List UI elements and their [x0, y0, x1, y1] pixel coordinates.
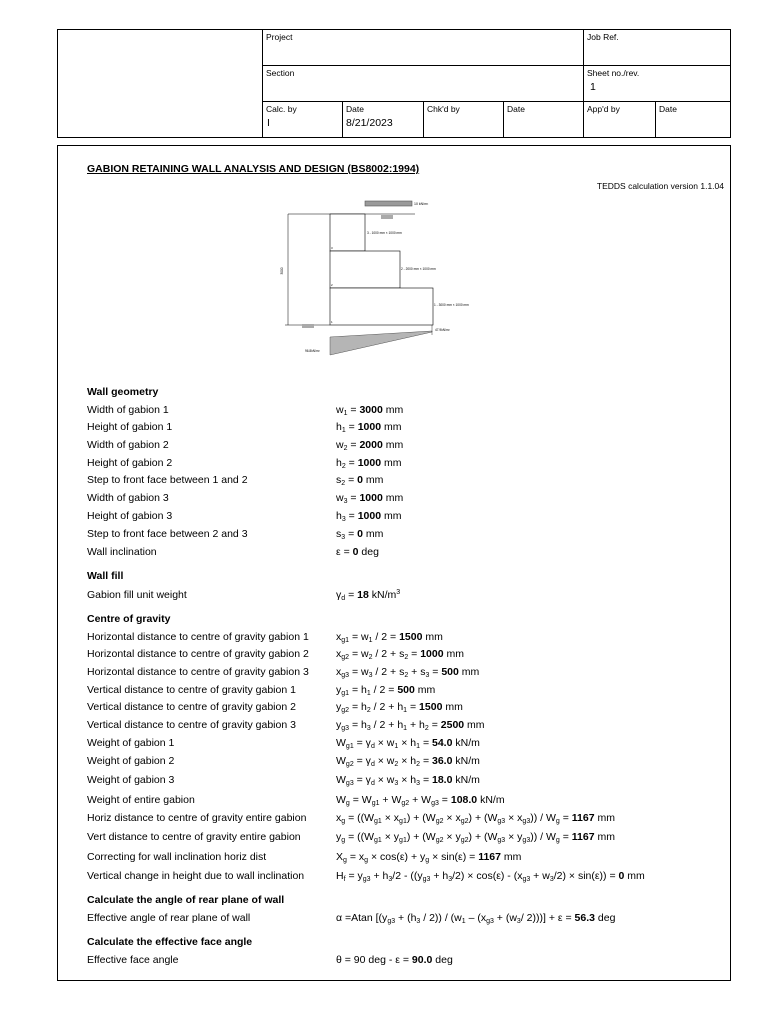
- value-h2: $h_2 = 1000$ mm: [336, 457, 402, 470]
- label-wg3: Weight of gabion 3: [87, 774, 175, 786]
- label-wg: Weight of entire gabion: [87, 794, 195, 806]
- pressure-left-label: 96.8kN/m²: [305, 349, 320, 353]
- gabion-1-dim: 1 - 3000 mm × 1000 mm: [434, 303, 469, 307]
- label-inclination: Wall inclination: [87, 546, 157, 558]
- surcharge-load-icon: [365, 201, 412, 206]
- value-yg3: $y_{g3} = h_3 / 2 + h_1 + h_2 = 2500$ mm: [336, 719, 485, 732]
- section-rear-plane: Calculate the angle of rear plane of wall: [87, 894, 285, 906]
- document-title: GABION RETAINING WALL ANALYSIS AND DESIGN (BS8002:1994): [87, 163, 420, 175]
- checked-by-label: Chk'd by: [427, 104, 460, 114]
- label-s3: Step to front face between 2 and 3: [87, 528, 248, 540]
- label-h2: Height of gabion 2: [87, 457, 173, 469]
- value-xg1: $x_{g1} = w_1 / 2 = 1500$ mm: [336, 631, 443, 644]
- section-wall-geometry: Wall geometry: [87, 386, 159, 398]
- label-w2: Width of gabion 2: [87, 439, 169, 451]
- section-wall-fill: Wall fill: [87, 570, 124, 582]
- surcharge-label: 10 kN/m²: [414, 202, 429, 206]
- value-s3: $s_3 = 0$ mm: [336, 528, 384, 541]
- gabion-wall-diagram: [280, 195, 500, 370]
- label-yg1: Vertical distance to centre of gravity gabion 1: [87, 684, 296, 696]
- value-yg: $y_g = ((W_{g1} \times y_{g1}) + (W_{g2} \times y_{g2}) + (W_{g3} \times y_{g3})) / W_g = 1167$ mm: [336, 831, 615, 844]
- label-wg2: Weight of gabion 2: [87, 755, 175, 767]
- value-wg1: $W_{g1} = \gamma_d \times w_1 \times h_1 = 54.0$ kN/m: [336, 737, 480, 750]
- label-h3: Height of gabion 3: [87, 510, 173, 522]
- value-h3: $h_3 = 1000$ mm: [336, 510, 402, 523]
- step-label-1: 1: [331, 320, 333, 324]
- value-Xg: $X_g = x_g \times \cos(\varepsilon) + y_g \times \sin(\varepsilon) = 1167$ mm: [336, 851, 522, 864]
- label-xg2: Horizontal distance to centre of gravity gabion 2: [87, 648, 309, 660]
- value-alpha: α =Atan [$(y_{g3} + (h_3 / 2)) / (w_1 - (x_{g3} + (w_3/$ 2)))] + ε = 56.3 deg: [336, 912, 616, 925]
- value-inclination: ε = 0 deg: [336, 546, 379, 558]
- label-hf: Vertical change in height due to wall inclination: [87, 870, 305, 882]
- label-yg3: Vertical distance to centre of gravity gabion 3: [87, 719, 296, 731]
- approved-by-label: App'd by: [587, 104, 620, 114]
- label-Xg: Correcting for wall inclination horiz dist: [87, 851, 267, 863]
- label-yg: Vert distance to centre of gravity entire gabion: [87, 831, 301, 843]
- retained-soil-hatch: [381, 215, 393, 219]
- value-xg2: $x_{g2} = w_2 / 2 + s_2 = 1000$ mm: [336, 648, 464, 661]
- height-dimension-label: 3000: [280, 267, 284, 275]
- pressure-right-label: 47.9kN/m²: [435, 328, 450, 332]
- value-yg1: $y_{g1} = h_1 / 2 = 500$ mm: [336, 684, 436, 697]
- section-label: Section: [266, 68, 295, 78]
- label-fill-unit-weight: Gabion fill unit weight: [87, 589, 187, 601]
- value-w1: $w_1 = 3000$ mm: [336, 404, 404, 417]
- step-label-2: 2: [331, 283, 333, 287]
- date3-label: Date: [659, 104, 677, 114]
- sheet-value: 1: [590, 81, 596, 93]
- label-s2: Step to front face between 1 and 2: [87, 474, 248, 486]
- label-yg2: Vertical distance to centre of gravity gabion 2: [87, 701, 296, 713]
- label-xg3: Horizontal distance to centre of gravity gabion 3: [87, 666, 309, 678]
- gabion-3-dim: 3 - 1000 mm × 1000 mm: [367, 231, 402, 235]
- label-theta: Effective face angle: [87, 954, 179, 966]
- project-label: Project: [266, 32, 293, 42]
- value-s2: $s_2 = 0$ mm: [336, 474, 384, 487]
- calcby-label: Calc. by: [266, 104, 297, 114]
- value-wg3: $W_{g3} = \gamma_d \times w_3 \times h_3 = 18.0$ kN/m: [336, 774, 480, 787]
- label-wg1: Weight of gabion 1: [87, 737, 175, 749]
- label-xg: Horiz distance to centre of gravity entire gabion: [87, 812, 307, 824]
- value-wg2: $W_{g2} = \gamma_d \times w_2 \times h_2 = 36.0$ kN/m: [336, 755, 480, 768]
- front-soil-hatch: [302, 324, 314, 328]
- label-xg1: Horizontal distance to centre of gravity gabion 1: [87, 631, 309, 643]
- gabion-3: [330, 214, 365, 251]
- section-face-angle: Calculate the effective face angle: [87, 936, 253, 948]
- value-xg: $x_g = ((W_{g1} \times x_{g1}) + (W_{g2} \times x_{g2}) + (W_{g3} \times x_{g3})) / W_g = 1167$ mm: [336, 812, 615, 825]
- sheet-label: Sheet no./rev.: [587, 68, 640, 78]
- value-wg: $W_g = W_{g1} + W_{g2} + W_{g3} = 108.0$ kN/m: [336, 794, 505, 807]
- step-label-3: 3: [331, 246, 333, 250]
- value-xg3: $x_{g3} = w_3 / 2 + s_2 + s_3 = 500$ mm: [336, 666, 480, 679]
- label-h1: Height of gabion 1: [87, 421, 173, 433]
- jobref-label: Job Ref.: [587, 32, 619, 42]
- label-w3: Width of gabion 3: [87, 492, 169, 504]
- tedds-version: TEDDS calculation version 1.1.04: [596, 181, 724, 191]
- date-value: 8/21/2023: [346, 117, 393, 129]
- value-w3: $w_3 = 1000$ mm: [336, 492, 404, 505]
- gabion-1: [330, 288, 433, 325]
- date2-label: Date: [507, 104, 525, 114]
- date-label: Date: [346, 104, 364, 114]
- value-h1: $h_1 = 1000$ mm: [336, 421, 402, 434]
- value-yg2: $y_{g2} = h_2 / 2 + h_1 = 1500$ mm: [336, 701, 463, 714]
- gabion-2: [330, 251, 400, 288]
- value-fill-unit-weight: $\gamma_d = 18$ $kN/m^3$: [336, 589, 401, 602]
- value-hf: $H_f = y_{g3} + h_3/2 - ((y_{g3} + h_3/2) \times \cos(\varepsilon) - (x_{g3} + w_3/2) \times \sin(\varepsilon)) = 0$ mm: [336, 870, 645, 883]
- section-centre-of-gravity: Centre of gravity: [87, 613, 171, 625]
- value-w2: $w_2 = 2000$ mm: [336, 439, 404, 452]
- calcby-value: I: [267, 117, 270, 129]
- earth-pressure-diagram: [330, 331, 432, 355]
- label-w1: Width of gabion 1: [87, 404, 169, 416]
- gabion-2-dim: 2 - 2000 mm × 1000 mm: [401, 267, 436, 271]
- value-theta: θ = 90 deg - ε = 90.0 deg: [336, 954, 453, 966]
- label-alpha: Effective angle of rear plane of wall: [87, 912, 251, 924]
